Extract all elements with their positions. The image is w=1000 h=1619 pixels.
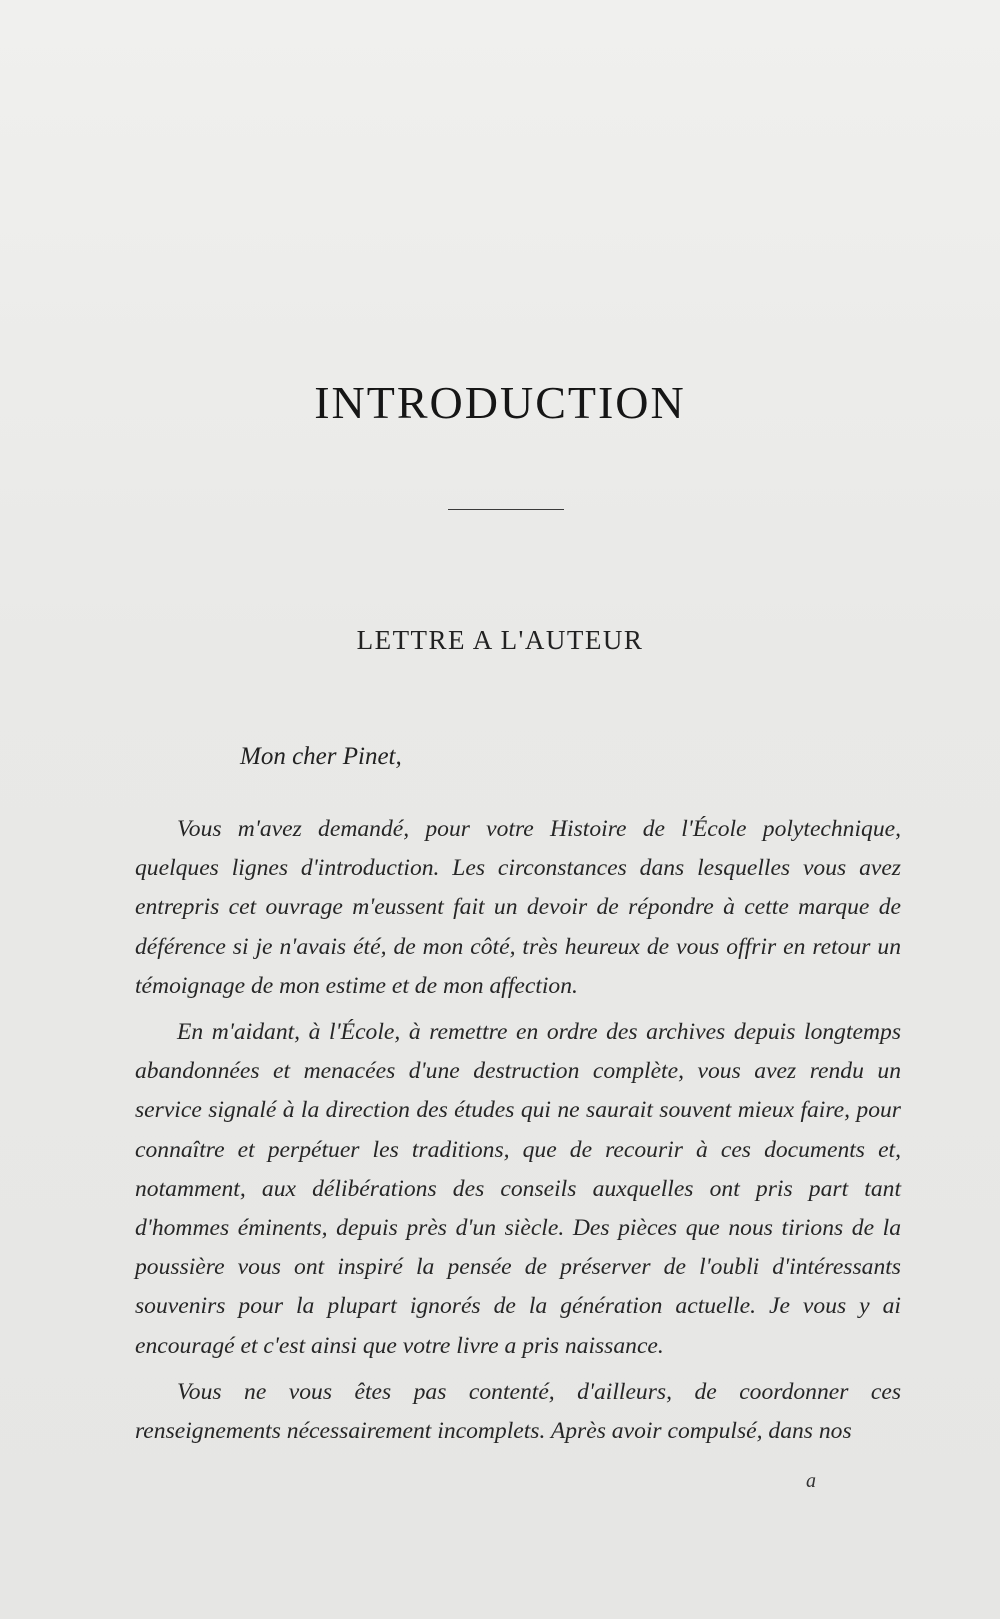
- page-title: INTRODUCTION: [314, 377, 686, 428]
- salutation: Mon cher Pinet,: [240, 743, 402, 770]
- title-divider: [448, 509, 564, 510]
- paragraph: Vous m'avez demandé, pour votre Histoire de l'École polytechnique, quelques lignes d'introduction. Les circonstances dans lesquelles vous avez entrepris cet ouvrage m'eussent fait un devoir de répondre à cette marque de déférence si je n'avais été, de mon côté, très heureux de vous offrir en retour un témoignage de mon estime et de mon affection.: [135, 816, 901, 999]
- paragraph: En m'aidant, à l'École, à remettre en ordre des archives depuis longtemps abandonnées et menacées d'une destruction complète, vous avez rendu un service signalé à la direction des études qui ne saurait souvent mieux faire, pour connaître et perpétuer les traditions, que de recourir à ces documents et, notamment, aux délibérations des conseils auxquelles ont pris part tant d'hommes éminents, depuis près d'un siècle. Des pièces que nous tirions de la poussière vous ont inspiré la pensée de préserver de l'oubli d'intéressants souvenirs pour la plupart ignorés de la génération actuelle. Je vous y ai encouragé et c'est ainsi que votre livre a pris naissance.: [135, 1019, 901, 1359]
- letter-body: [135, 810, 901, 1451]
- letter-heading: LETTRE A L'AUTEUR: [356, 625, 644, 655]
- signature-mark: a: [806, 1470, 816, 1492]
- paragraph: Vous ne vous êtes pas contenté, d'ailleurs, de coordonner ces renseignements nécessairement incomplets. Après avoir compulsé, dans nos: [135, 1378, 901, 1445]
